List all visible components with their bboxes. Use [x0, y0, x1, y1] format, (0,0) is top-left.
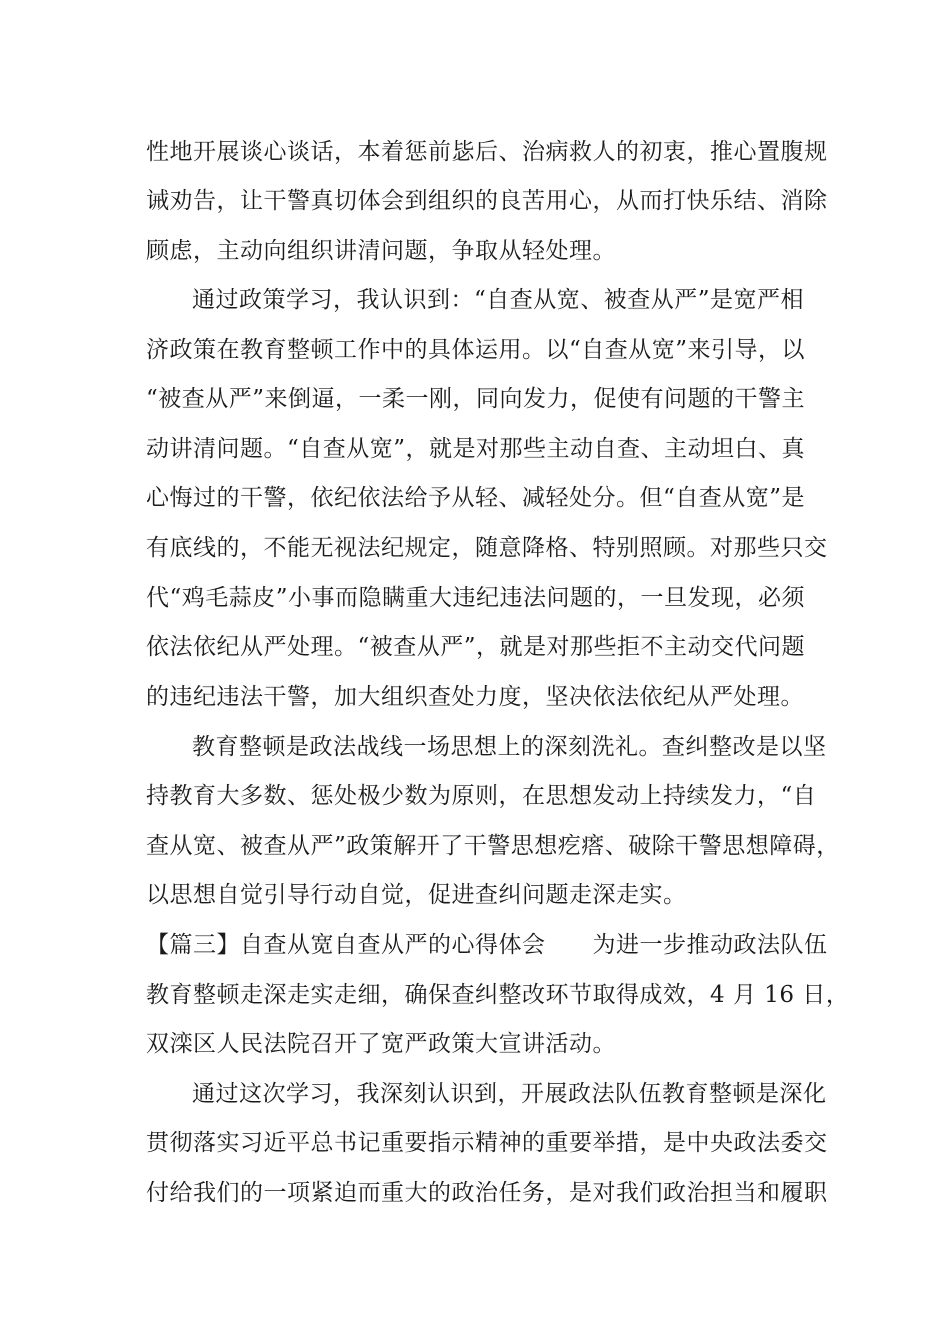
- text-line: 顾虑，主动向组织讲清问题，争取从轻处理。: [146, 238, 616, 264]
- text-line: 教育整顿是政法战线一场思想上的深刻洗礼。查纠整改是以坚: [192, 734, 827, 760]
- text-line: 依法依纪从严处理。“被查从严”，就是对那些拒不主动交代问题: [146, 634, 806, 660]
- text-line: 付给我们的一项紧迫而重大的政治任务，是对我们政治担当和履职: [146, 1180, 828, 1206]
- text-line: 教育整顿走深走实走细，确保查纠整改环节取得成效，4 月 16 日，: [146, 982, 850, 1008]
- text-line: 心悔过的干警，依纪依法给予从轻、减轻处分。但“自查从宽”是: [146, 485, 806, 511]
- text-line: 诫劝告，让干警真切体会到组织的良苦用心，从而打快乐结、消除: [146, 188, 828, 214]
- text-line: 的违纪违法干警，加大组织查处力度，坚决依法依纪从严处理。: [146, 684, 804, 710]
- text-line: 动讲清问题。“自查从宽”，就是对那些主动自查、主动坦白、真: [146, 436, 806, 462]
- text-line: 通过政策学习，我认识到：“自查从宽、被查从严”是宽严相: [192, 287, 805, 313]
- text-line: 贯彻落实习近平总书记重要指示精神的重要举措，是中央政法委交: [146, 1130, 828, 1156]
- text-line: 双滦区人民法院召开了宽严政策大宣讲活动。: [146, 1031, 616, 1057]
- text-line: 代“鸡毛蒜皮”小事而隐瞒重大违纪违法问题的，一旦发现，必须: [146, 585, 806, 611]
- section-heading-line: 【篇三】自查从宽自查从严的心得体会 为进一步推动政法队伍: [146, 932, 828, 958]
- text-line: 通过这次学习，我深刻认识到，开展政法队伍教育整顿是深化: [192, 1081, 827, 1107]
- text-line: 查从宽、被查从严”政策解开了干警思想疙瘩、破除干警思想障碍，: [146, 833, 840, 859]
- text-line: “被查从严”来倒逼，一柔一刚，同向发力，促使有问题的干警主: [146, 386, 806, 412]
- text-line: 以思想自觉引导行动自觉，促进查纠问题走深走实。: [146, 882, 687, 908]
- text-line: 有底线的，不能无视法纪规定，随意降格、特别照顾。对那些只交: [146, 535, 828, 561]
- text-line: 性地开展谈心谈话，本着惩前毖后、治病救人的初衷，推心置腹规: [146, 139, 828, 165]
- text-line: 持教育大多数、惩处极少数为原则，在思想发动上持续发力，“自: [146, 783, 817, 809]
- text-line: 济政策在教育整顿工作中的具体运用。以“自查从宽”来引导，以: [146, 337, 806, 363]
